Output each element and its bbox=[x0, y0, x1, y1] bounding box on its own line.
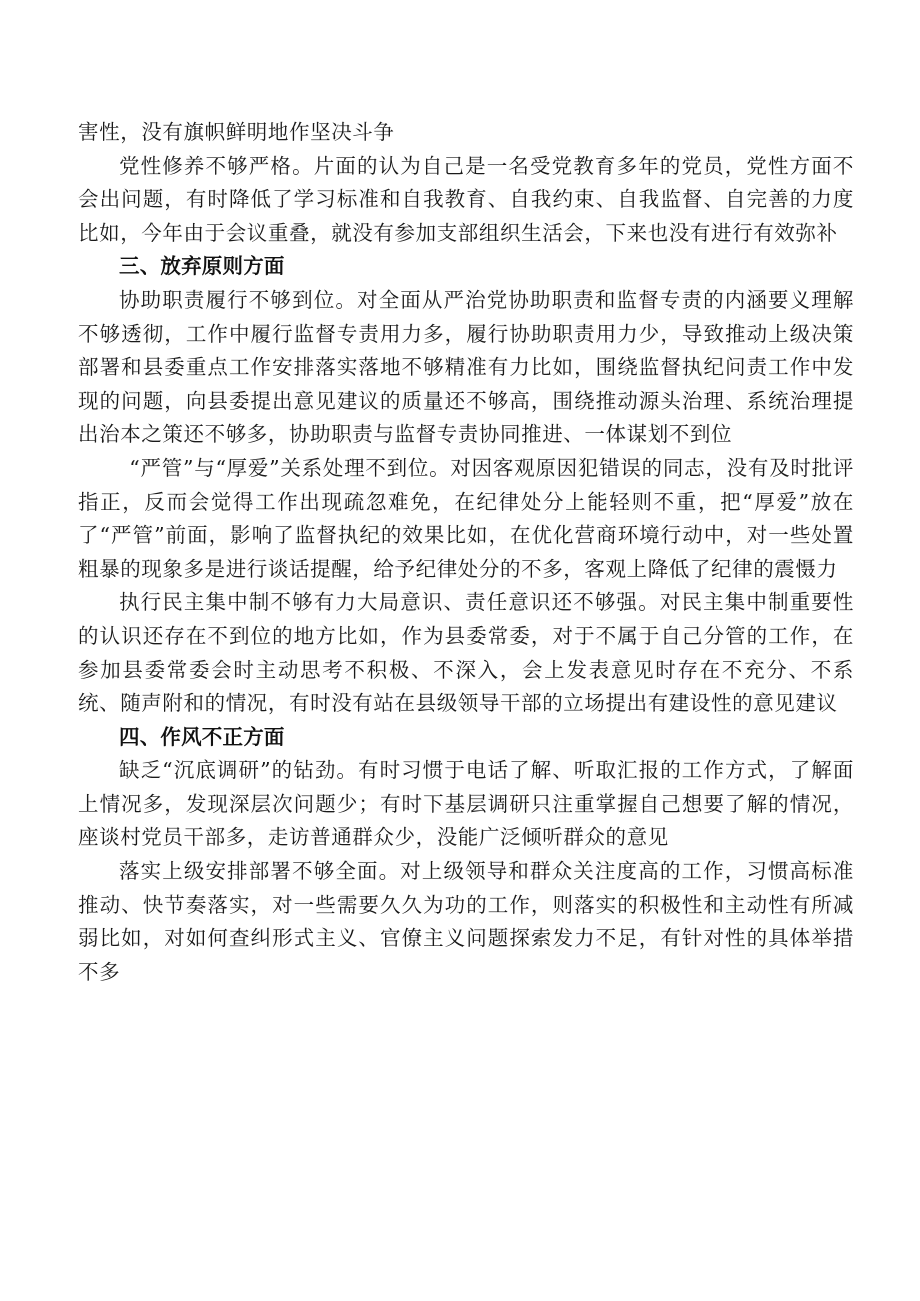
section-heading-3: 三、放弃原则方面 bbox=[119, 254, 285, 279]
paragraph-assist-duty: 协助职责履行不够到位。对全面从严治党协助职责和监督专责的内涵要义理解不够透彻，工作中履行监督专责用力多，履行协助职责用力少，导致推动上级决策部署和县委重点工作安排落实落地不够精准有力比如，围绕监督执纪问责工作中发现的问题，向县委提出意见建议的质量还不够高，围绕推动源头治理、系统治理提出治本之策还不够多，协助职责与监督专责协同推进、一体谋划不到位 bbox=[78, 287, 854, 447]
paragraph-strict-care: “严管”与“厚爱”关系处理不到位。对因客观原因犯错误的同志，没有及时批评指正，反而会觉得工作出现疏忽难免，在纪律处分上能轻则不重，把“厚爱”放在了“严管”前面，影响了监督执纪的效果比如，在优化营商环境行动中，对一些处置粗暴的现象多是进行谈话提醒，给予纪律处分的不多，客观上降低了纪律的震慑力 bbox=[78, 455, 854, 581]
paragraph-continuation: 害性，没有旗帜鲜明地作坚决斗争 bbox=[78, 120, 395, 144]
section-heading-4: 四、作风不正方面 bbox=[119, 724, 285, 749]
paragraph-party-spirit: 党性修养不够严格。片面的认为自己是一名受党教育多年的党员，党性方面不会出问题，有时降低了学习标准和自我教育、自我约束、自我监督、自完善的力度比如，今年由于会议重叠，就没有参加支部组织生活会，下来也没有进行有效弥补 bbox=[78, 153, 854, 245]
paragraph-research: 缺乏“沉底调研”的钻劲。有时习惯于电话了解、听取汇报的工作方式，了解面上情况多，发现深层次问题少；有时下基层调研只注重掌握自己想要了解的情况，座谈村党员干部多，走访普通群众少，没能广泛倾听群众的意见 bbox=[78, 758, 854, 850]
paragraph-democratic-centralism: 执行民主集中制不够有力大局意识、责任意识还不够强。对民主集中制重要性的认识还存在不到位的地方比如，作为县委常委，对于不属于自己分管的工作，在参加县委常委会时主动思考不积极、不深入，会上发表意见时存在不充分、不系统、随声附和的情况，有时没有站在县级领导干部的立场提出有建设性的意见建议 bbox=[78, 590, 854, 716]
paragraph-implementation: 落实上级安排部署不够全面。对上级领导和群众关注度高的工作，习惯高标准推动、快节奏落实，对一些需要久久为功的工作，则落实的积极性和主动性有所减弱比如，对如何查纠形式主义、官僚主义问题探索发力不足，有针对性的具体举措不多 bbox=[78, 859, 854, 984]
document-body bbox=[78, 116, 854, 989]
